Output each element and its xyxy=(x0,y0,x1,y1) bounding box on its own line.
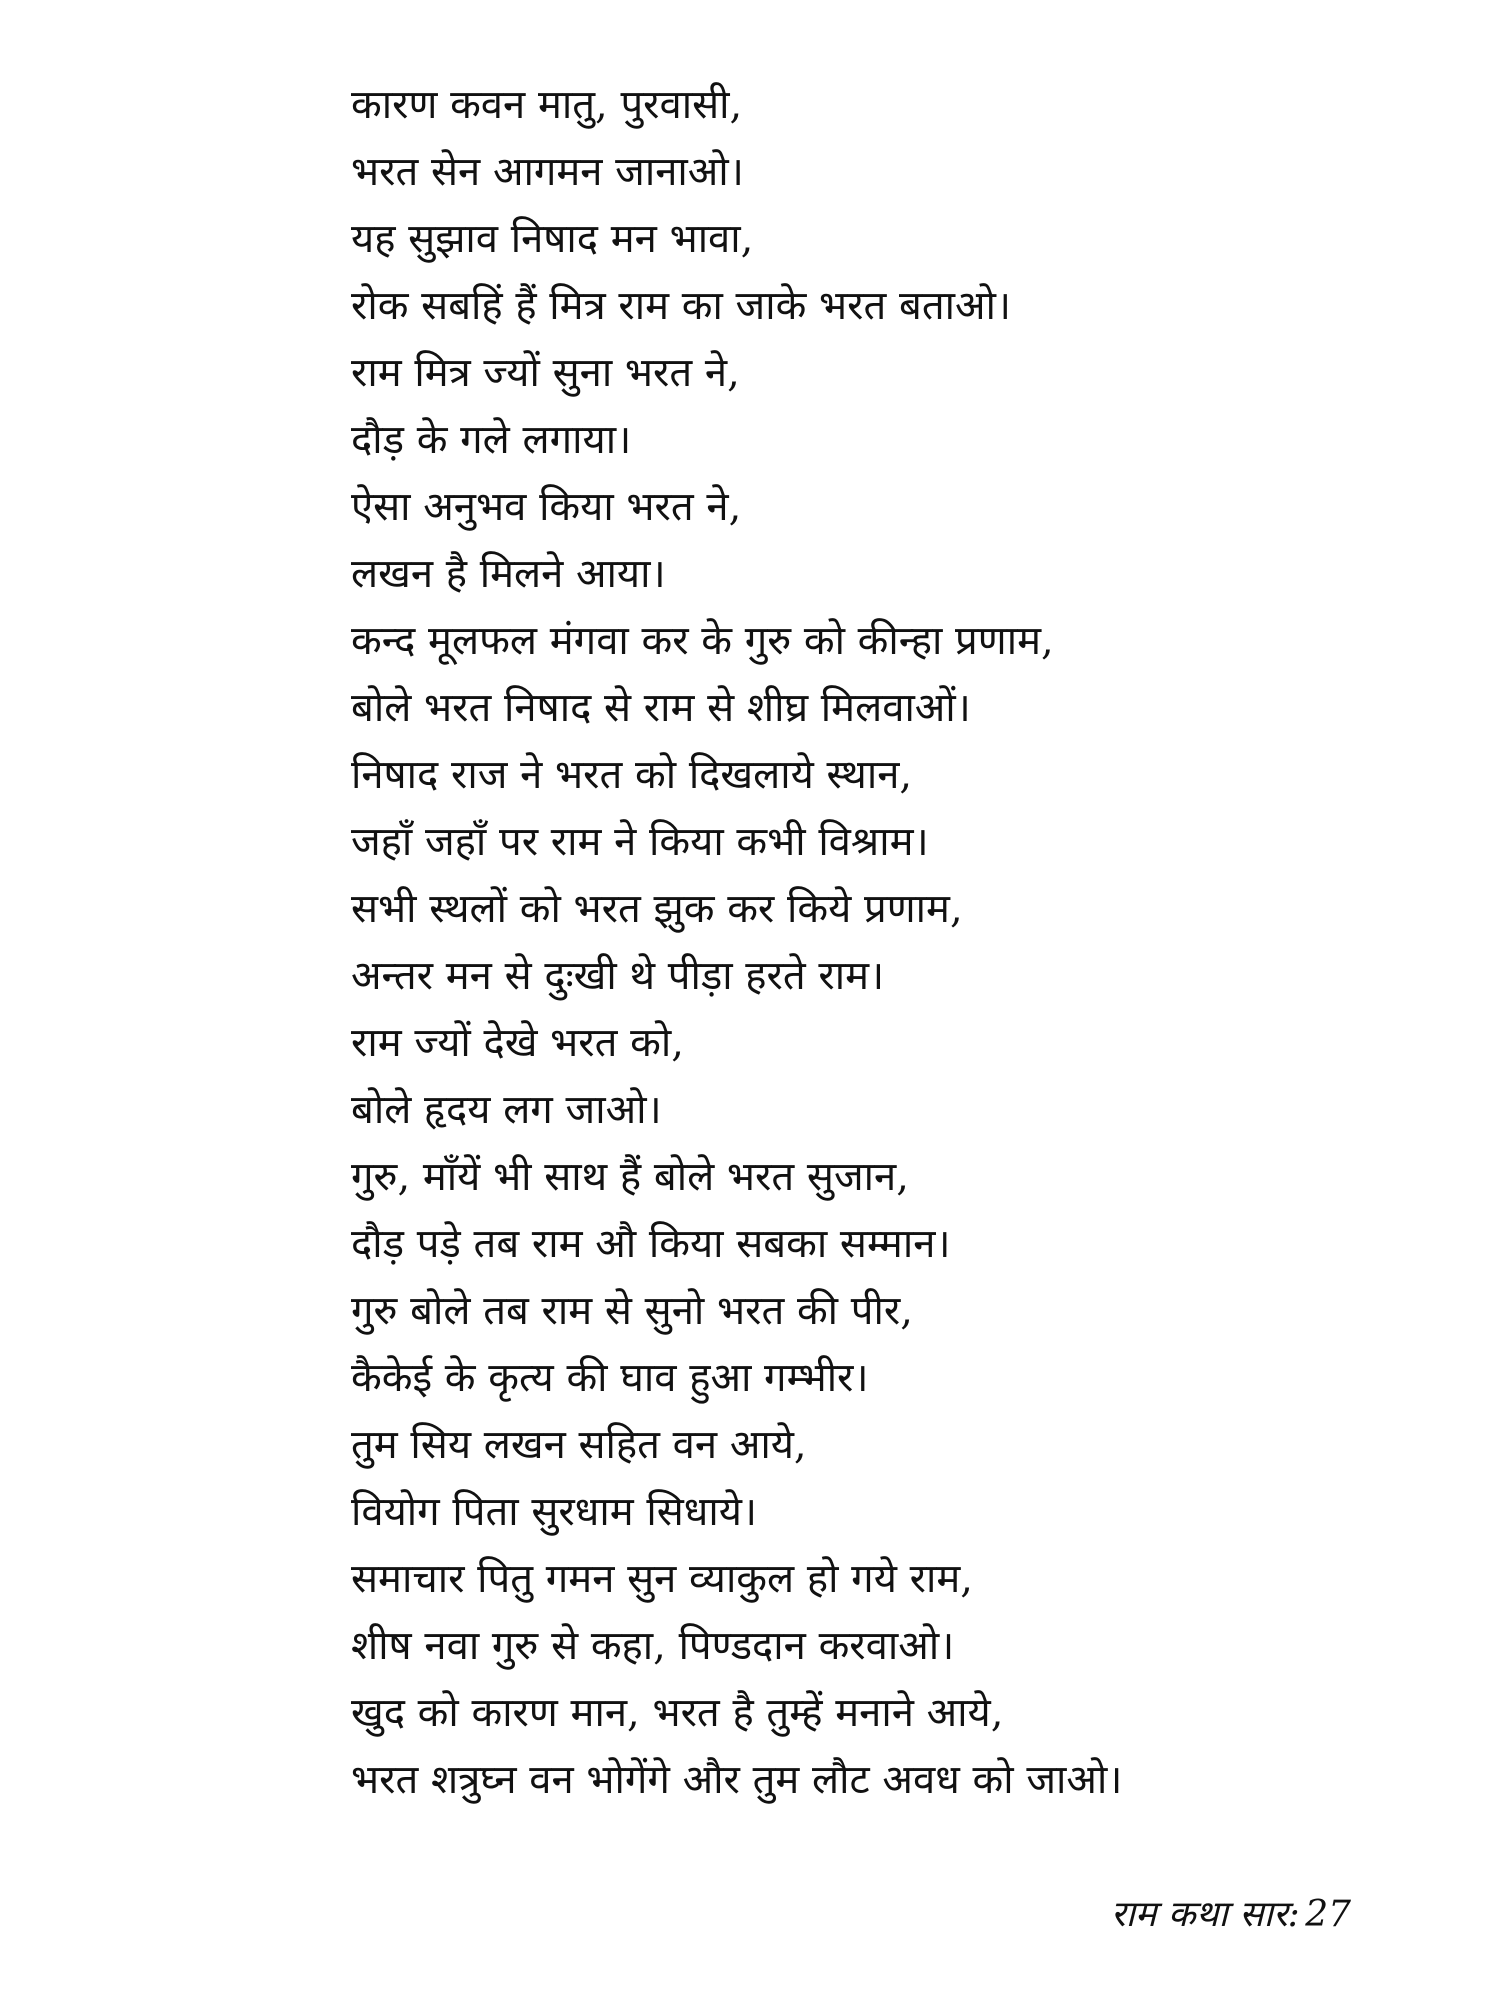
poem-line: कारण कवन मातु, पुरवासी, xyxy=(351,82,743,128)
poem-line: दौड़ के गले लगाया। xyxy=(351,417,632,463)
poem-line: राम मित्र ज्यों सुना भरत ने, xyxy=(351,350,740,396)
poem-line: कैकेई के कृत्य की घाव हुआ गम्भीर। xyxy=(351,1355,869,1401)
poem-line: गुरु, माँयें भी साथ हैं बोले भरत सुजान, xyxy=(351,1154,909,1200)
poem-line: अन्तर मन से दुःखी थे पीड़ा हरते राम। xyxy=(351,953,885,999)
poem-line: तुम सिय लखन सहित वन आये, xyxy=(351,1422,807,1468)
poem-line: लखन है मिलने आया। xyxy=(351,551,666,597)
poem-line: कन्द मूलफल मंगवा कर के गुरु को कीन्हा प्रणाम, xyxy=(351,618,1054,664)
poem-line: राम ज्यों देखे भरत को, xyxy=(351,1020,684,1066)
poem-line: निषाद राज ने भरत को दिखलाये स्थान, xyxy=(351,752,913,798)
poem-line: ऐसा अनुभव किया भरत ने, xyxy=(351,484,742,530)
poem-line: खुद को कारण मान, भरत है तुम्हें मनाने आये, xyxy=(351,1690,1004,1736)
poem-line: वियोग पिता सुरधाम सिधाये। xyxy=(351,1489,758,1535)
poem-line: शीष नवा गुरु से कहा, पिण्डदान करवाओ। xyxy=(351,1623,955,1669)
book-title: राम कथा सार: xyxy=(1110,1894,1300,1935)
poem-line: गुरु बोले तब राम से सुनो भरत की पीर, xyxy=(351,1288,913,1334)
poem-line: रोक सबहिं हैं मित्र राम का जाके भरत बताओ। xyxy=(351,283,1012,329)
poem-line: बोले भरत निषाद से राम से शीघ्र मिलवाओं। xyxy=(351,685,971,731)
poem-text xyxy=(351,72,1391,1814)
poem-line: दौड़ पड़े तब राम औ किया सबका सम्मान। xyxy=(351,1221,951,1267)
page-footer xyxy=(1111,1890,1351,1940)
poem-line: भरत शत्रुघ्न वन भोगेंगे और तुम लौट अवध को जाओ। xyxy=(351,1757,1123,1803)
poem-line: भरत सेन आगमन जानाओ। xyxy=(351,149,744,195)
poem-line: यह सुझाव निषाद मन भावा, xyxy=(351,216,754,262)
poem-line: जहाँ जहाँ पर राम ने किया कभी विश्राम। xyxy=(351,819,929,865)
page-number: 27 xyxy=(1305,1894,1351,1935)
poem-line: समाचार पितु गमन सुन व्याकुल हो गये राम, xyxy=(351,1556,973,1602)
poem-line: बोले हृदय लग जाओ। xyxy=(351,1087,662,1133)
poem-line: सभी स्थलों को भरत झुक कर किये प्रणाम, xyxy=(351,886,963,932)
